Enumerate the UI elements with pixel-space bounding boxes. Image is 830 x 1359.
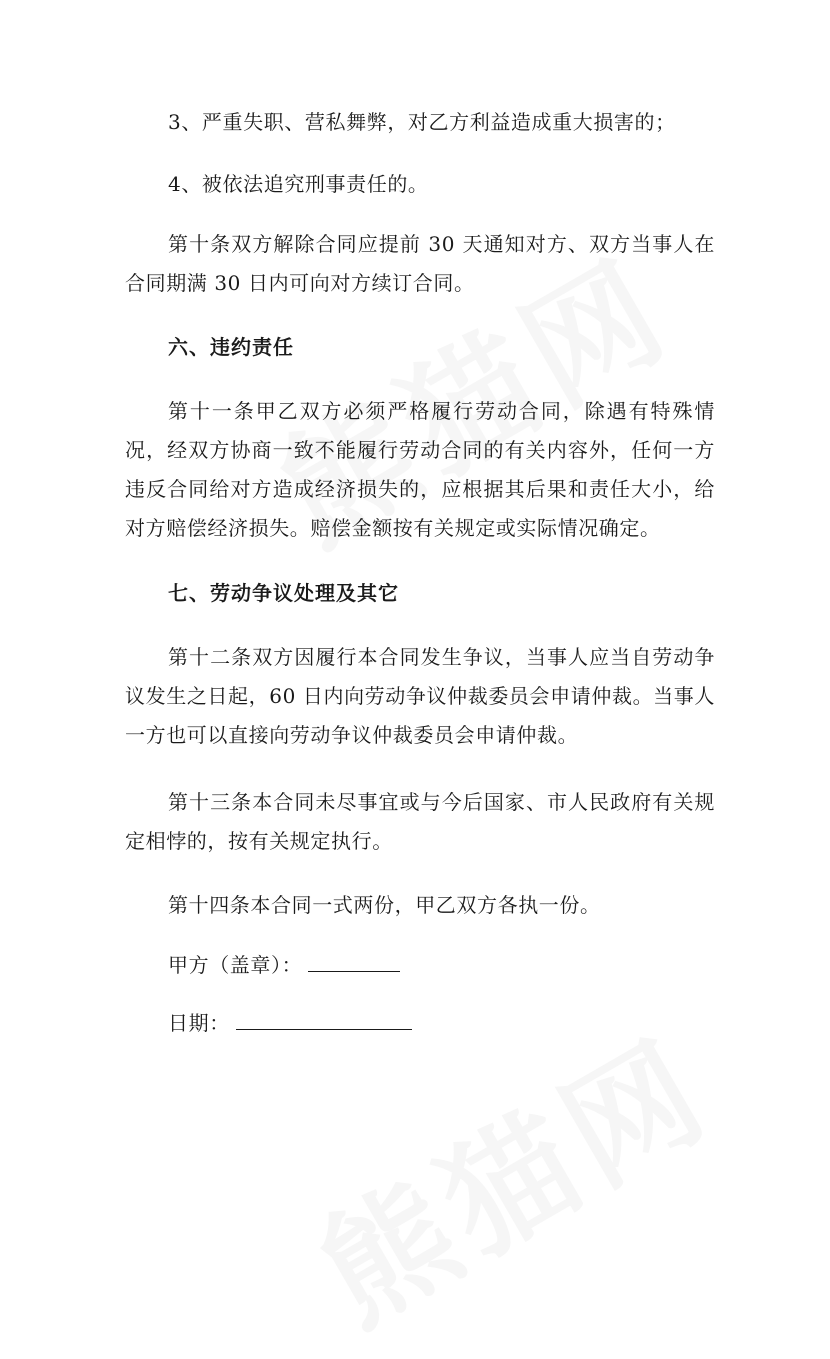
party-a-signature-row — [168, 946, 400, 985]
article-14: 第十四条本合同一式两份，甲乙双方各执一份。 — [168, 893, 601, 917]
date-row — [168, 1004, 412, 1043]
watermark-bottom — [281, 988, 738, 1359]
article-10: 第十条双方解除合同应提前 30 天通知对方、双方当事人在合同期满 30 日内可向对方续订合同。 — [125, 232, 715, 295]
party-a-signature-line — [308, 947, 400, 972]
date-label: 日期： — [168, 1011, 230, 1035]
party-a-label: 甲方（盖章）： — [168, 953, 303, 977]
article-12: 第十二条双方因履行本合同发生争议，当事人应当自劳动争议发生之日起，60 日内向劳动争议仲裁委员会申请仲裁。当事人一方也可以直接向劳动争议仲裁委员会申请仲裁。 — [125, 645, 715, 747]
date-line — [236, 1005, 412, 1030]
clause-item-3: 3、严重失职、营私舞弊，对乙方利益造成重大损害的； — [168, 110, 676, 134]
article-11: 第十一条甲乙双方必须严格履行劳动合同，除遇有特殊情况，经双方协商一致不能履行劳动合同的有关内容外，任何一方违反合同给对方造成经济损失的，应根据其后果和责任大小，给对方赔偿经济损失。赔偿金额按有关规定或实际情况确定。 — [125, 399, 715, 540]
section-heading-6: 六、违约责任 — [168, 335, 294, 359]
clause-item-4: 4、被依法追究刑事责任的。 — [168, 172, 429, 196]
article-13: 第十三条本合同未尽事宜或与今后国家、市人民政府有关规定相悖的，按有关规定执行。 — [125, 790, 715, 853]
section-heading-7: 七、劳动争议处理及其它 — [168, 581, 399, 605]
